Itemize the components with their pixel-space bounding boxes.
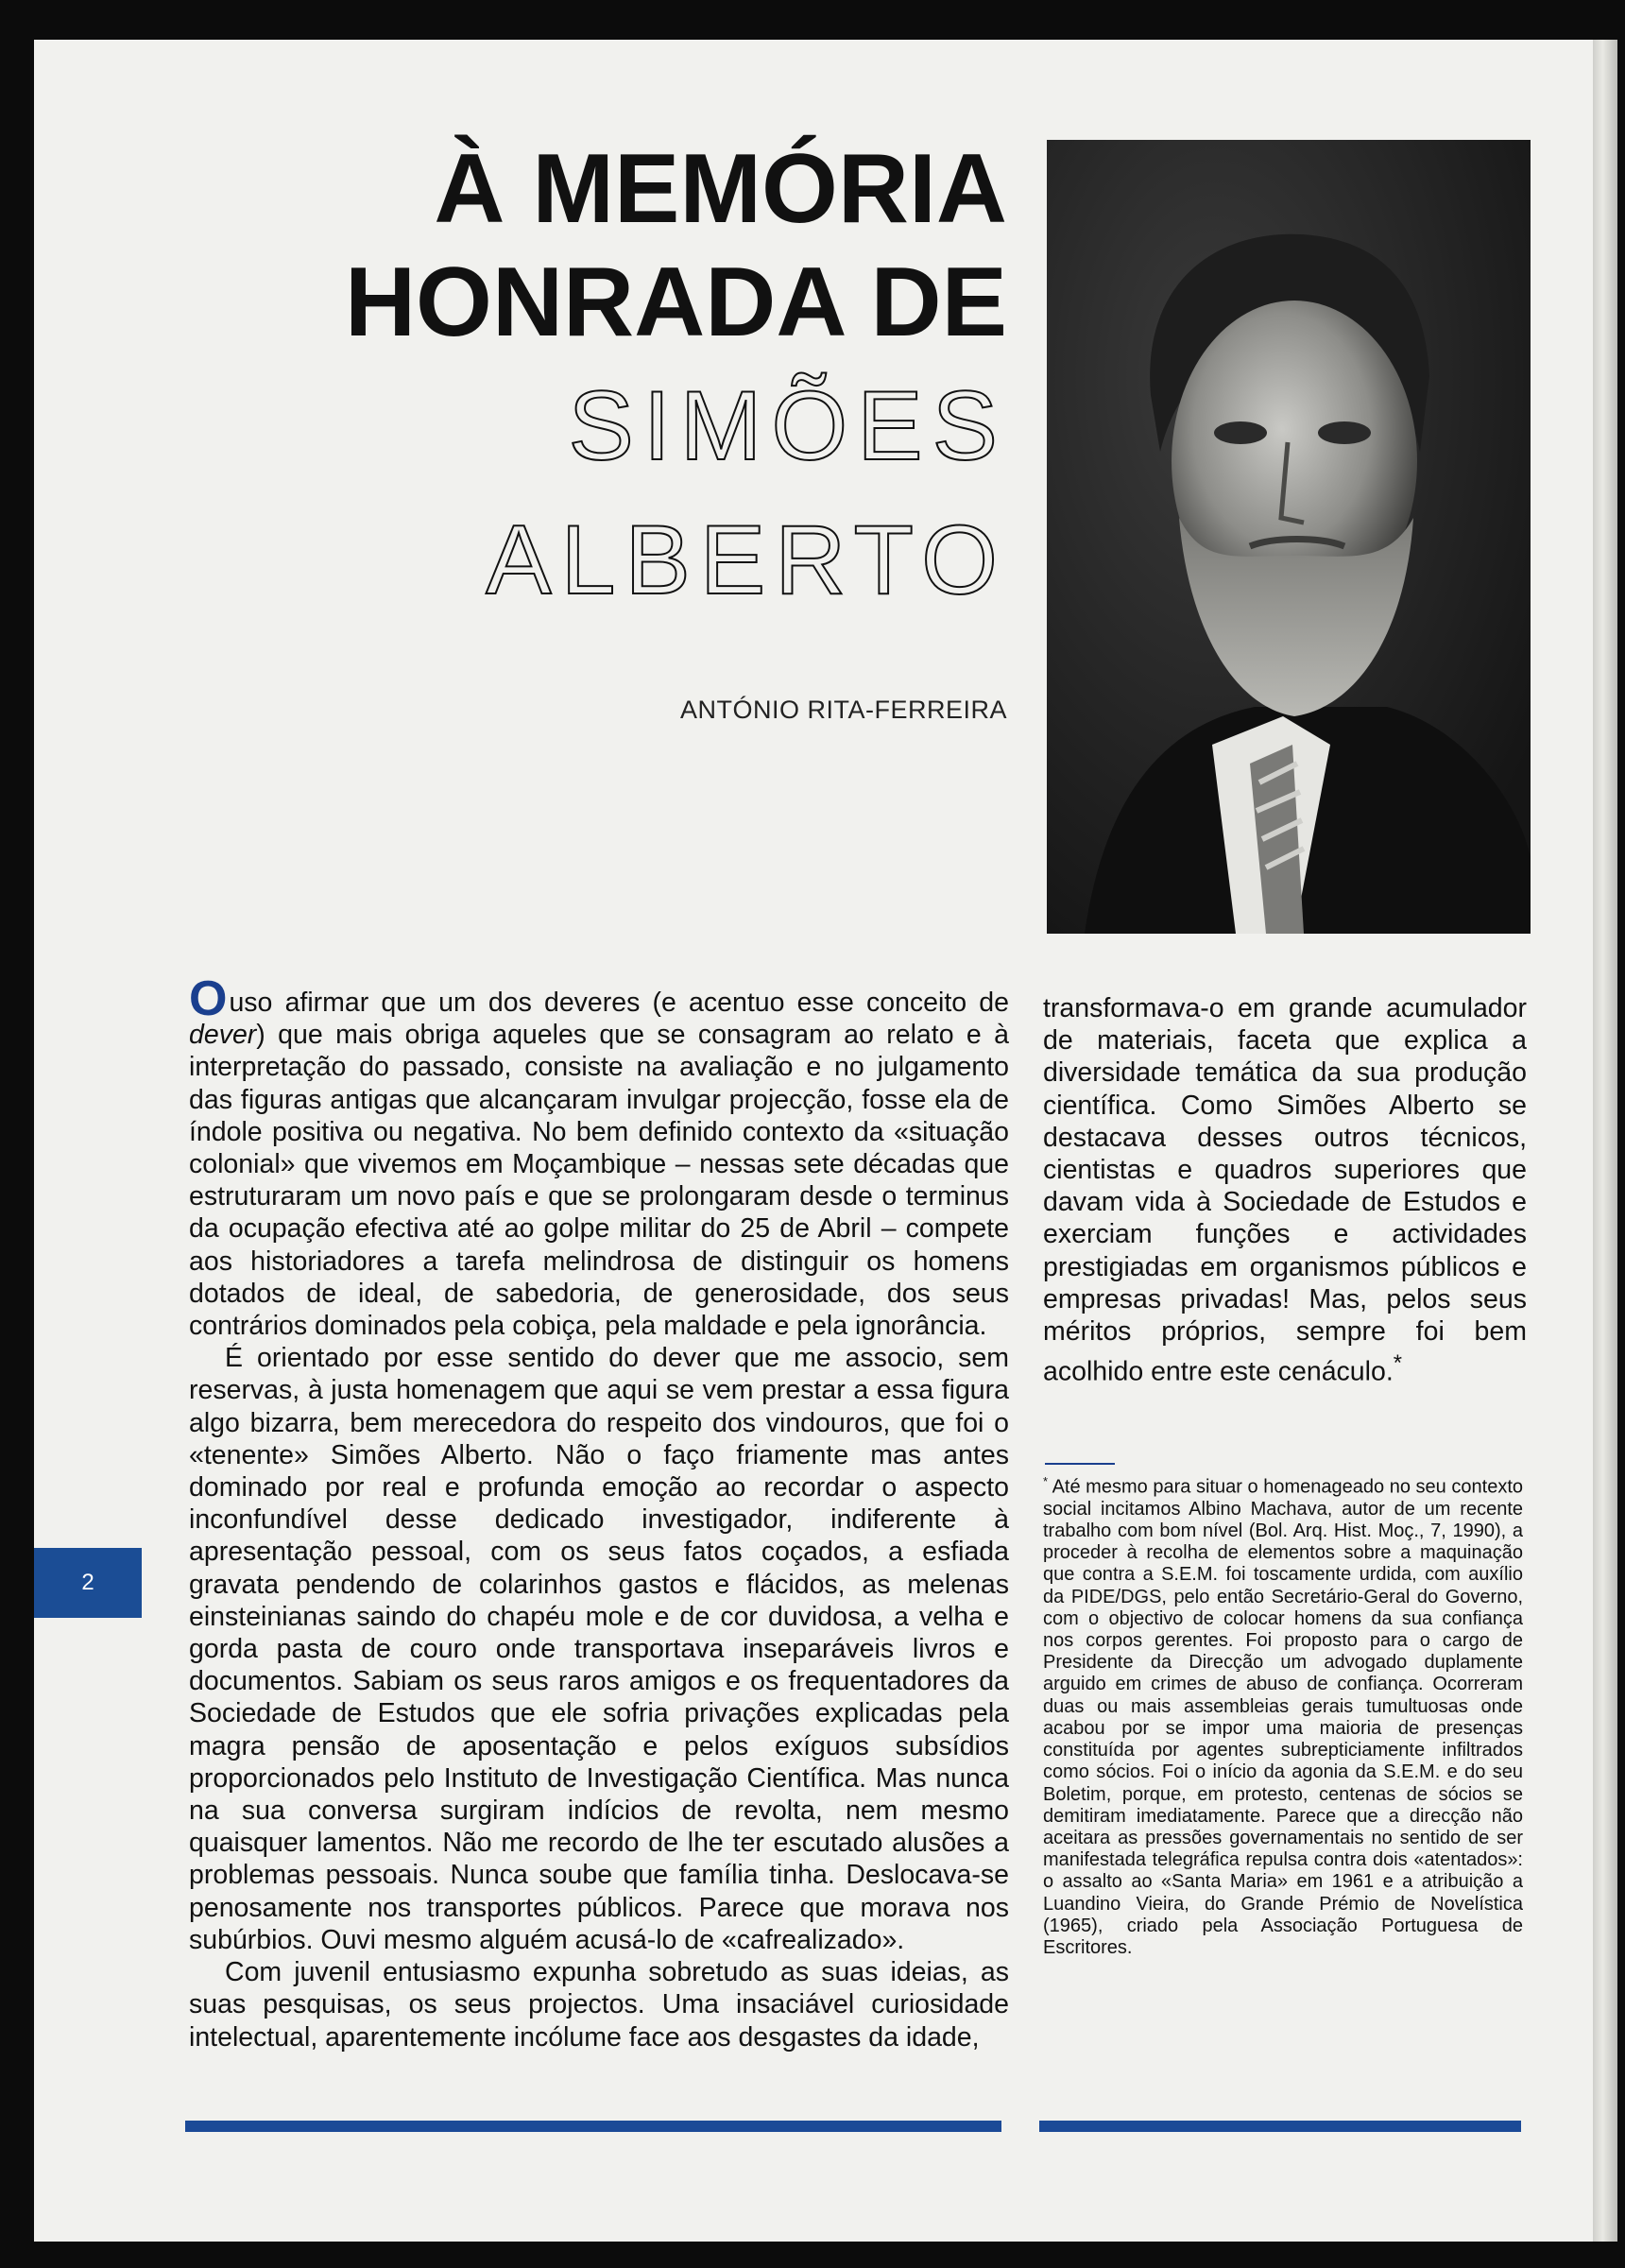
drop-cap: O: [189, 971, 228, 1026]
footnote-mark: *: [1043, 1474, 1049, 1488]
portrait-photo: [1047, 140, 1531, 934]
page-number-badge: [34, 1548, 142, 1618]
paragraph-4-text: transformava-o em grande acumulador de materiais, faceta que explica a diversidade temática da sua produção científica. Como Simões Alberto se destacava desses outros técnicos, cientistas e quadros superiores que davam vida à Sociedade de Estudos e exerciam funções e actividades prestigiadas em organismos públicos e empresas privadas! Mas, pelos seus méritos próprios, sempre foi bem acolhido entre este cenáculo.: [1043, 993, 1527, 1387]
paragraph-1-rest: ) que mais obriga aqueles que se consagram ao relato e à interpretação do passado, consiste na avaliação e no julgamento das figuras antigas que alcançaram invulgar projecção, fosse ela de índole positiva ou negativa. No bem definido contexto da «situação colonial» que vivemos em Moçambique – nessas sete décadas que estruturaram um novo país e que se prolongaram desde o terminus da ocupação efectiva até ao golpe militar do 25 de Abril – compete aos historiadores a tarefa melindrosa de distinguir os homens dotados de ideal, de sabedoria, de generosidade, dos seus contrários dominados pela cobiça, pela maldade e pela ignorância.: [189, 1020, 1009, 1342]
footnote-rule: [1045, 1463, 1115, 1465]
footnote-reference: *: [1393, 1350, 1403, 1377]
page-number: 2: [81, 1570, 94, 1595]
paragraph-1-start: uso afirmar que um dos deveres (e acentuo esse conceito de: [229, 988, 1009, 1018]
title-line-3: SIMÕES: [568, 371, 1007, 481]
body-column-left: [189, 971, 1009, 2053]
body-column-right: [1043, 992, 1527, 1388]
footnote: [1043, 1470, 1523, 1959]
bottom-rule-right: [1039, 2121, 1521, 2132]
title-line-2: HONRADA DE: [344, 248, 1007, 357]
title-line-1: À MEMÓRIA: [434, 134, 1007, 244]
paragraph-1-emphasis: dever: [189, 1020, 257, 1051]
portrait-image: [1047, 140, 1531, 934]
paragraph-1: [189, 971, 1009, 1342]
paragraph-2: É orientado por esse sentido do dever que me associo, sem reservas, à justa homenagem que aqui se vem prestar a essa figura algo bizarra, bem merecedora do respeito dos vindouros, que foi o «tenente» Simões Alberto. Não o faço friamente mas antes dominado por real e profunda emoção ao recordar o aspecto inconfundível desse dedicado investigador, indiferente à apresentação pessoal, com os seus fatos coçados, a esfiada gravata pendendo de colarinhos gastos e flácidos, as melenas einsteinianas saindo do chapéu mole e de cor duvidosa, a velha e gorda pasta de couro onde transportava inseparáveis livros e documentos. Sabiam os seus raros amigos e os frequentadores da Sociedade de Estudos que ele sofria privações explicadas pela magra pensão de aposentação e pelos exíguos subsídios proporcionados pelo Instituto de Investigação Científica. Mas nunca na sua conversa surgiram indícios de revolta, nem mesmo quaisquer lamentos. Não me recordo de lhe ter escutado alusões a problemas pessoais. Nunca soube que família tinha. Deslocava-se penosamente nos transportes públicos. Parece que morava nos subúrbios. Ouvi mesmo alguém acusá-lo de «cafrealizado».: [189, 1343, 1009, 1955]
author-byline: ANTÓNIO RITA-FERREIRA: [679, 696, 1007, 724]
article-title: [157, 132, 1007, 627]
footnote-text: Até mesmo para situar o homenageado no seu contexto social incitamos Albino Machava, autor de um recente trabalho com bom nível (Bol. Arq. Hist. Moç., 7, 1990), a proceder à recolha de elementos sobre a maquinação que contra a S.E.M. foi toscamente urdida, com auxílio da PIDE/DGS, pelo então Secretário-Geral do Governo, com o objectivo de colocar homens da sua confiança nos corpos gerentes. Foi proposto para o cargo de Presidente da Direcção um advogado duplamente arguido em crimes de abuso de confiança. Ocorreram duas ou mais assembleias gerais tumultuosas onde acabou por se impor uma maioria de presenças constituída por agentes subrepticiamente infiltrados como sócios. Foi o início da agonia da S.E.M. e do seu Boletim, porque, em protesto, centenas de sócios se demitiram imediatamente. Parece que a direcção não aceitara as pressões governamentais no sentido de ser manifestada telegráfica repulsa contra dois «atentados»: o assalto ao «Santa Maria» em 1961 e a atribuição a Luandino Vieira, do Grande Prémio de Novelística (1965), criado pela Associação Portuguesa de Escritores.: [1043, 1476, 1523, 1958]
bottom-rule-left: [185, 2121, 1001, 2132]
paragraph-4: [1043, 992, 1527, 1388]
page-edge: [1593, 40, 1617, 2242]
paragraph-3: Com juvenil entusiasmo expunha sobretudo as suas ideias, as suas pesquisas, os seus projectos. Uma insaciável curiosidade intelectual, aparentemente incólume face aos desgastes da idade,: [189, 1957, 1009, 2053]
title-line-4: ALBERTO: [486, 506, 1007, 615]
